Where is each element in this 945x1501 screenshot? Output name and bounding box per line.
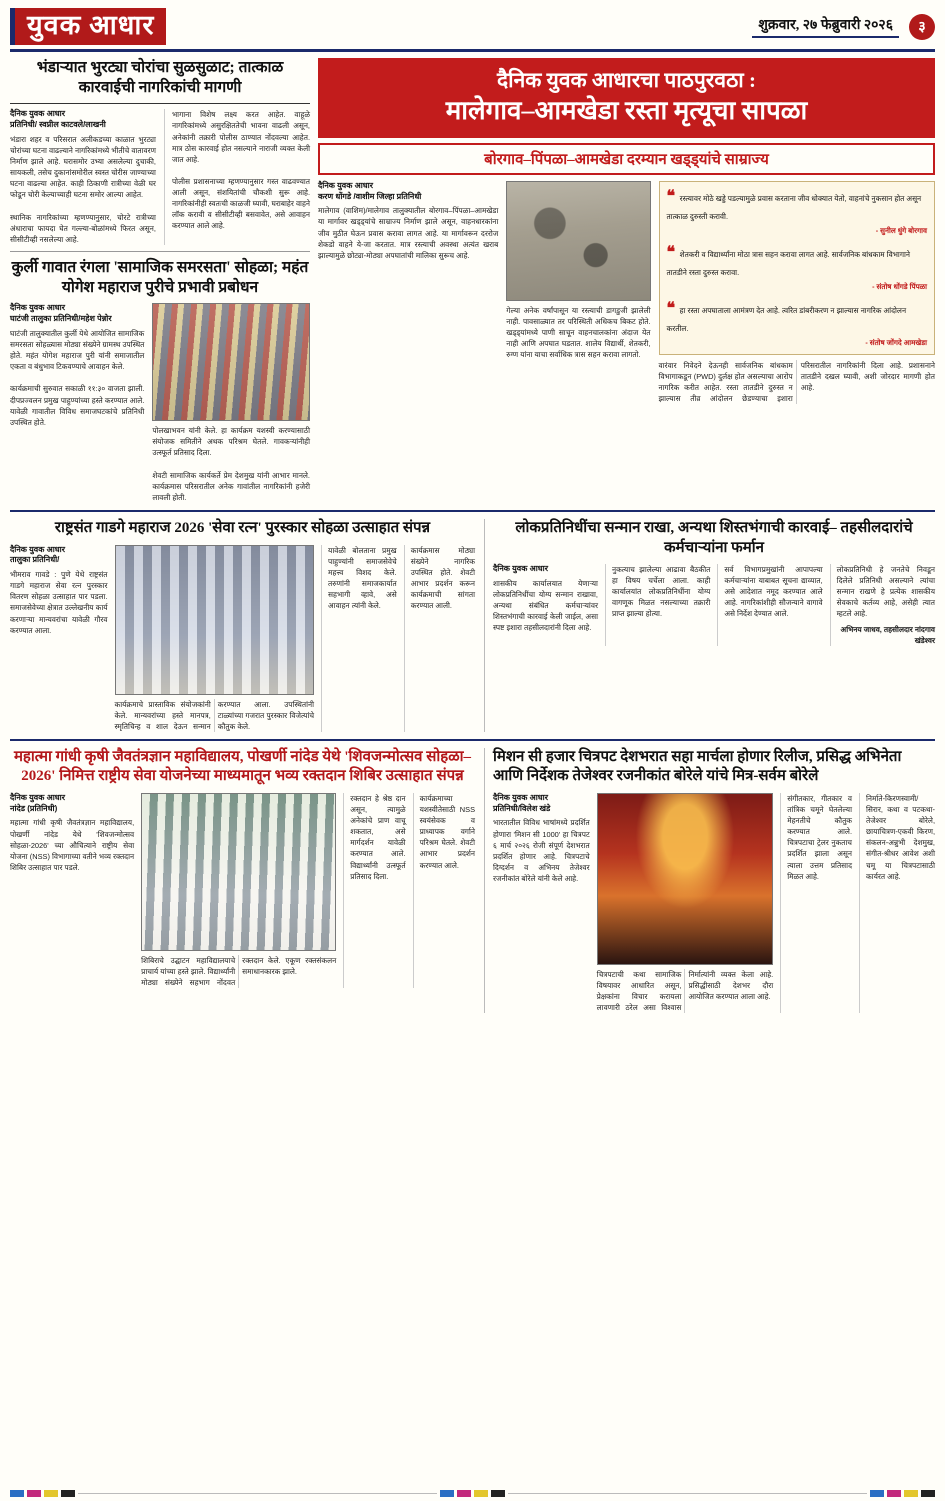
byline-admin: दैनिक युवक आधार — [493, 564, 549, 574]
page-number-badge: ३ — [909, 14, 935, 40]
lead-body-col1: मालेगाव (वाशिम)/मालेगाव तालुक्यातील बोरगाव–पिंपळा–आमखेडा या मार्गावर खड्ड्यांचे साम्राज्य निर्माण झाले असून, वाहनधारकांना जीव मुठीत घेऊन प्रवास करावा लागत आहे. या मार्गावरून दररोज शेकडो वाहने ये-जा करतात. मात्र रस्त्याची अवस्था अत्यंत खराब झाल्यामुळे छोट्या-मोठ्या अपघातांची मालिका सुरूच आहे. — [318, 206, 499, 260]
article-body-kurli-col1: घाटंजी तालुक्यातील कुर्ली येथे आयोजित सामाजिक समरसता सोहळ्यास मोठ्या संख्येने ग्रामस्थ उपस्थित होते. महंत योगेश महाराज पुरी यांनी समाजातील एकता व बंधुभाव टिकवण्याचे आवाहन केले. कार्यक्रमाची सुरुवात सकाळी ११:३० वाजता झाली. दीपप्रज्वलन प्रमुख पाहुण्यांच्या हस्ते करण्यात आले. यावेळी गावातील विविध समाजघटकांचे प्रतिनिधी उपस्थित होते. — [10, 328, 145, 427]
lead-banner-line1: दैनिक युवक आधारचा पाठपुरवठा : — [497, 68, 756, 92]
film-article — [484, 748, 935, 1013]
quote-item — [667, 188, 927, 236]
reg-bar-yellow — [44, 1490, 58, 1497]
article-headline-college: महात्मा गांधी कृषी जैवतंत्रज्ञान महाविद्यालय, पोखर्णी नांदेड येथे 'शिवजन्मोत्सव सोहळा–2026' निमित्त राष्ट्रीय सेवा योजनेच्या माध्यमातून भव्य रक्तदान शिबिर उत्साहात संपन्न — [13, 748, 472, 785]
byline-college: दैनिक युवक आधार नांदेड (प्रतिनिधी) — [10, 792, 66, 813]
reg-bar-line — [78, 1493, 437, 1494]
award-body-col1: भीमराव गावडे : पुणे येथे राष्ट्रसंत गाडगे महाराज सेवा रत्न पुरस्कार वितरण सोहळा उत्साहात पार पडला. समाजसेवेच्या क्षेत्रात उल्लेखनीय कार्य करणाऱ्या मान्यवरांचा यावेळी गौरव करण्यात आला. — [10, 570, 108, 635]
top-section — [10, 58, 935, 503]
reg-bar-magenta-3 — [887, 1490, 901, 1497]
reg-bar-yellow-3 — [904, 1490, 918, 1497]
lead-subbanner: बोरगाव–पिंपळा–आमखेडा दरम्यान खड्ड्यांचे साम्राज्य — [318, 143, 935, 175]
photo-movie-poster — [597, 793, 774, 965]
byline-kurli: दैनिक युवक आधार घाटंजी तालुका प्रतिनिधी/महेश पेन्नोर — [10, 303, 112, 324]
divider — [10, 251, 310, 252]
masthead — [10, 8, 935, 52]
reg-bar-black — [61, 1490, 75, 1497]
quote-text-3: हा रस्ता अपघाताला आमंत्रण देत आहे. त्वरित डांबरीकरण न झाल्यास नागरिक आंदोलन करतील. — [666, 305, 907, 333]
reg-bar-magenta — [27, 1490, 41, 1497]
lead-banner — [318, 58, 935, 138]
article-headline-kurli: कुर्ली गावात रंगला 'सामाजिक समरसता' सोहळा; महंत योगेश महाराज पुरीचे प्रभावी प्रबोधन — [11, 258, 309, 297]
college-body-col1: महात्मा गांधी कृषी जैवतंत्रज्ञान महाविद्यालय, पोखर्णी नांदेड येथे 'शिवजन्मोत्सव सोहळा-2026' च्या औचित्याने राष्ट्रीय सेवा योजना (NSS) विभागाच्या वतीने भव्य रक्तदान शिबिर उत्साहात पार पडले. — [10, 818, 135, 872]
award-article — [10, 519, 475, 732]
article-body-bhandara-col2: भागाना विशेष लक्ष्य करत आहेत. वाहूळे नागरिकांमध्ये असुरक्षिततेची भावना वाढली असून, अनेकांनी तक्रारी पोलीस ठाण्यात नोंदवल्या आहेत. मात्र ठोस कारवाई होत नसल्याने नाराजी व्यक्त केली जात आहे. पोलीस प्रशासनाच्या म्हणण्यानुसार गस्त वाढवण्यात आली असून, संशयितांची चौकशी सुरू आहे. नागरिकांनीही स्वतःची काळजी घ्यावी, घराबाहेर वाहने लॉक करावी व सीसीटीव्ही बसवावेत, असे आवाहन करण्यात आले आहे. — [171, 110, 310, 231]
newspaper-logo — [10, 8, 166, 45]
reg-bar-line-2 — [508, 1493, 867, 1494]
quote-mark-icon: ❝ — [666, 299, 676, 317]
film-body-col3: संगीतकार, गीतकार व तांत्रिक चमूने घेतलेल्या मेहनतीचे कौतुक करण्यात आले. चित्रपटाचा ट्रेलर नुकताच प्रदर्शित झाला असून त्याला उत्तम प्रतिसाद मिळत आहे. — [787, 793, 852, 881]
article-headline-bhandara: भंडाऱ्यात भुरट्या चोरांचा सुळसुळाट; तात्काळ कारवाईची नागरिकांची मागणी — [10, 58, 310, 104]
reg-bar-cyan-3 — [870, 1490, 884, 1497]
quote-text-2: शेतकरी व विद्यार्थ्यांना मोठा त्रास सहन करावा लागत आहे. सार्वजनिक बांधकाम विभागाने तातडीने रस्ता दुरुस्त करावा. — [666, 249, 911, 277]
article-body-kurli-col2: पोलखाभवन यांनी केले. हा कार्यक्रम यशस्वी करण्यासाठी संयोजक समितीने अथक परिश्रम घेतले. गावकऱ्यांनीही उत्स्फूर्त प्रतिसाद दिला. शेवटी सामाजिक कार्यकर्ते प्रेम देशमुख यांनी आभार मानले. कार्यक्रमास परिसरातील अनेक गावांतील नागरिकांनी हजेरी लावली होती. — [152, 426, 310, 502]
college-body-col3: रक्तदान हे श्रेष्ठ दान असून, त्यामुळे अनेकांचे प्राण वाचू शकतात, असे मार्गदर्शन यावेळी करण्यात आले. विद्यार्थ्यांनी उत्स्फूर्त प्रतिसाद दिला. — [350, 793, 406, 881]
lead-story — [318, 58, 935, 503]
award-body-col2: कार्यक्रमाचे प्रास्ताविक संयोजकांनी केले. मान्यवरांच्या हस्ते मानपत्र, स्मृतिचिन्ह व शाल देऊन सन्मान करण्यात आला. उपस्थितांनी टाळ्यांच्या गजरात पुरस्कार विजेत्यांचे कौतुक केले. — [114, 699, 315, 731]
divider-major-2 — [10, 739, 935, 741]
quote-author-2: - संतोष धोंगडे पिंपळा — [872, 281, 927, 291]
quote-item — [667, 300, 927, 348]
award-body-col4: कार्यक्रमास मोठ्या संख्येने नागरिक उपस्थित होते. शेवटी आभार प्रदर्शन करून कार्यक्रमाची सांगता करण्यात आली. — [410, 545, 475, 611]
photo-kurli-event — [152, 303, 310, 421]
article-headline-film: मिशन सी हजार चित्रपट देशभरात सहा मार्चला होणार रिलीज, प्रसिद्ध अभिनेता आणि निर्देशक तेजेश्वर रजनीकांत बोरेले यांचे मित्र-सर्वम बोरेले — [493, 748, 902, 785]
article-headline-award: राष्ट्रसंत गाडगे महाराज 2026 'सेवा रत्न' पुरस्कार सोहळा उत्साहात संपन्न — [54, 520, 431, 537]
article-body-bhandara-col1: भंडारा शहर व परिसरात अलीकडच्या काळात भुरट्या चोरांच्या घटना वाढल्याने नागरिकांमध्ये भीतीचे वातावरण निर्माण झाले आहे. घरासमोर उभ्या असलेल्या दुचाकी, सायकली, तसेच दुकानांसमोरील स्वस्त चोरीस जाण्याच्या घटना वाढल्या आहेत. काही ठिकाणी रात्रीच्या वेळी घर फोडून चोरी केल्याच्याही घटना समोर आल्या आहेत. स्थानिक नागरिकांच्या म्हणण्यानुसार, चोरटे रात्रीच्या अंधाराचा फायदा घेत गल्ल्या-बोळांमध्ये फिरत असून, सीसीटीव्ही नसलेल्या आहे. — [10, 134, 156, 244]
publication-date: शुक्रवार, २७ फेब्रुवारी २०२६ — [752, 15, 899, 38]
award-body-col3: यावेळी बोलताना प्रमुख पाहुण्यांनी समाजसेवेचे महत्त्व विशद केले. तरुणांनी समाजकार्यात सहभागी व्हावे, असे आवाहन त्यांनी केले. — [328, 545, 397, 611]
admin-body-col4: लोकप्रतिनिधी हे जनतेचे निवडून दिलेले प्रतिनिधी असल्याने त्यांचा सन्मान राखणे हे प्रत्येक शासकीय सेवकाचे कर्तव्य आहे, असेही त्यात म्हटले आहे. — [836, 565, 936, 619]
admin-body-col3: सर्व विभागप्रमुखांनी आपापल्या कर्मचाऱ्यांना याबाबत सूचना द्याव्यात, असे आदेशात नमूद करण्यात आले आहे. नागरिकांशीही सौजन्याने वागावे असे निर्देश देण्यात आले. — [724, 565, 823, 619]
quote-author-3: - संतोष जोंगदे आमखेडा — [865, 337, 927, 347]
reg-bar-yellow-2 — [474, 1490, 488, 1497]
photo-blood-donation-camp — [141, 793, 336, 951]
film-body-col1: भारतातील विविध भाषांमध्ये प्रदर्शित होणारा 'मिशन सी 1000' हा चित्रपट ६ मार्च २०२६ रोजी संपूर्ण देशभरात प्रदर्शित होणार आहे. चित्रपटाचे दिग्दर्शन व अभिनय तेजेश्वर रजनीकांत बोरेले यांनी केले आहे. — [493, 818, 590, 883]
film-body-col2: चित्रपटाची कथा सामाजिक विषयावर आधारित असून, प्रेक्षकांना विचार करायला लावणारी ठरेल असा विश्वास निर्मात्यांनी व्यक्त केला आहे. प्रसिद्धीसाठी देशभर दौरा आयोजित करण्यात आला आहे. — [596, 969, 774, 1013]
masthead-right — [752, 14, 935, 40]
quote-mark-icon: ❝ — [666, 187, 676, 205]
mid-section — [10, 519, 935, 732]
byline-lead: दैनिक युवक आधार करण धोंगडे /वाशीम जिल्हा प्रतिनिधी — [318, 180, 422, 201]
byline-film: दैनिक युवक आधार प्रतिनिधी/विलेश खंडे — [493, 792, 551, 813]
print-registration-bar — [10, 1490, 935, 1497]
quote-author-1: - सुनील धुंगे बोरगाव — [875, 225, 927, 235]
left-column — [10, 58, 310, 503]
lead-banner-line2: मालेगाव–आमखेडा रस्ता मृत्यूचा सापळा — [445, 96, 808, 126]
quote-box — [659, 181, 935, 355]
article-headline-admin: लोकप्रतिनिधींचा सन्मान राखा, अन्यथा शिस्तभंगाची कारवाई– तहसीलदारांचे कर्मचाऱ्यांना फर्मान — [515, 520, 913, 556]
logo-text: युवक आधार — [27, 10, 155, 40]
lead-body-col3: वारंवार निवेदने देऊनही सार्वजनिक बांधकाम विभागाकडून (PWD) दुर्लक्ष होत असल्याचा आरोप नागरिक करीत आहेत. रस्ता तातडीने दुरुस्त न झाल्यास तीव्र आंदोलन छेडण्याचा इशारा परिसरातील नागरिकांनी दिला आहे. प्रशासनाने तातडीने दखल घ्यावी, अशी जोरदार मागणी होत आहे. — [658, 360, 935, 404]
reg-bar-cyan-2 — [440, 1490, 454, 1497]
reg-bar-black-2 — [491, 1490, 505, 1497]
quote-mark-icon: ❝ — [666, 243, 676, 261]
admin-body-col2: नुकत्याच झालेल्या आढावा बैठकीत हा विषय चर्चेला आला. काही कार्यालयांत लोकप्रतिनिधींना योग्य वागणूक मिळत नसल्याच्या तक्रारी प्राप्त झाल्या होत्या. — [611, 565, 711, 619]
divider-major — [10, 510, 935, 512]
photo-award-ceremony — [115, 545, 315, 695]
college-article — [10, 748, 475, 1013]
quote-item — [667, 244, 927, 292]
quote-text-1: रस्त्यावर मोठे खड्डे पडल्यामुळे प्रवास करताना जीव धोक्यात येतो, वाहनांचे नुकसान होत असून तात्काळ दुरुस्ती करावी. — [666, 193, 922, 221]
reg-bar-cyan — [10, 1490, 24, 1497]
bottom-section — [10, 748, 935, 1013]
college-body-col2: शिबिराचे उद्घाटन महाविद्यालयाचे प्राचार्य यांच्या हस्ते झाले. विद्यार्थ्यांनी मोठ्या संख्येने सहभाग नोंदवत रक्तदान केले. एकूण रक्तसंकलन समाधानकारक झाले. — [141, 955, 337, 988]
lead-body-col2: गेल्या अनेक वर्षांपासून या रस्त्याची डागडुजी झालेली नाही. पावसाळ्यात तर परिस्थिती अधिकच बिकट होते. खड्ड्यांमध्ये पाणी साचून वाहनचालकांना अंदाज येत नाही आणि अपघात घडतात. शालेय विद्यार्थी, शेतकरी, रुग्ण यांना याचा सर्वाधिक त्रास सहन करावा लागतो. — [506, 305, 651, 360]
byline-bhandara: दैनिक युवक आधार प्रतिनिधी/ स्वप्नील काटवले/लाखनी — [10, 109, 106, 130]
photo-damaged-road — [506, 181, 650, 301]
reg-bar-black-3 — [921, 1490, 935, 1497]
reg-bar-magenta-2 — [457, 1490, 471, 1497]
college-body-col4: कार्यक्रमाच्या यशस्वीतेसाठी NSS स्वयंसेवक व प्राध्यापक वर्गाने परिश्रम घेतले. शेवटी आभार प्रदर्शन करण्यात आले. — [419, 793, 475, 870]
film-body-col4: निर्माते-किरणस्वामी/सिरार, कथा व पटकथा-तेजेश्वर बोरेले, छायाचित्रण-एकवी किरण, संकलन-अन्नुभी देशमुख, संगीत-श्रीधर आवेश अशी चमू या चित्रपटासाठी कार्यरत आहे. — [866, 793, 935, 881]
admin-article — [484, 519, 935, 732]
byline-award: दैनिक युवक आधार तालुका प्रतिनिधी/ — [10, 544, 66, 565]
admin-body-col1: शासकीय कार्यालयात येणाऱ्या लोकप्रतिनिधींचा योग्य सन्मान राखावा, अन्यथा संबंधित कर्मचाऱ्यांवर शिस्तभंगाची कारवाई केली जाईल, असा स्पष्ट इशारा तहसीलदारांनी दिला आहे. — [493, 578, 598, 633]
admin-signature: अभिनय जाधव, तहसीलदार नांदगाव खंडेश्वर — [840, 624, 936, 645]
